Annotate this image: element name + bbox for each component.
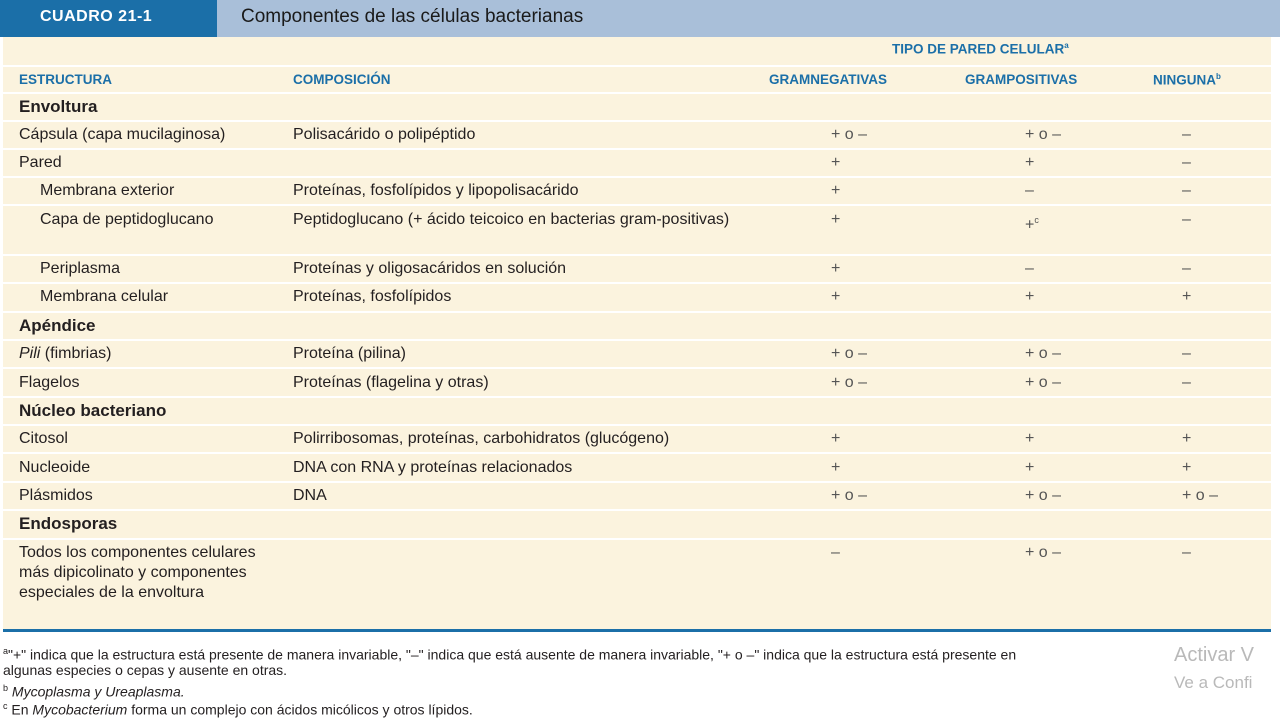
gram-positive-value: + — [1025, 459, 1035, 476]
none-value: + — [1182, 459, 1192, 476]
none-value: – — [1182, 345, 1191, 362]
row-divider — [3, 282, 1271, 284]
none-value: + — [1182, 288, 1192, 305]
section-heading: Apéndice — [19, 316, 96, 335]
gram-positive-value: + — [1025, 430, 1035, 447]
footnote-a: $^a$"+" indica que la estructura está presente de manera invariable, "–" indica que está ausente de manera invariable, "+ o –" indica que la estructura está presente en — [3, 646, 1017, 663]
cell-wall-type-header: TIPO DE PARED CELULAR$^a$ — [892, 41, 1069, 57]
gram-negative-value: + — [831, 430, 841, 447]
footnote-a-continued: algunas especies o cepas y ausente en otras. — [3, 662, 288, 678]
composition-cell: Proteínas, fosfolípidos — [293, 288, 452, 305]
gram-positive-value: – — [1025, 260, 1034, 277]
structure-cell: Pili (fimbrias) — [19, 345, 112, 362]
section-heading: Envoltura — [19, 97, 98, 116]
composition-cell: DNA — [293, 487, 327, 504]
none-value: – — [1182, 154, 1191, 171]
structure-cell: Nucleoide — [19, 459, 91, 476]
composition-cell: Proteínas y oligosacáridos en solución — [293, 260, 567, 277]
gram-negative-value: + o – — [831, 345, 868, 362]
row-divider — [3, 396, 1271, 398]
structure-cell: Todos los componentes celulares más dipicolinato y componentes especiales de la envoltura — [19, 544, 256, 601]
section-heading: Núcleo bacteriano — [19, 401, 167, 420]
none-value: – — [1182, 126, 1191, 143]
gram-positive-value: + — [1025, 154, 1035, 171]
table-number-badge: CUADRO 21-1 — [0, 0, 217, 37]
row-divider — [3, 424, 1271, 426]
gram-positive-value: +$^c$ — [1025, 215, 1039, 234]
gram-negative-value: – — [831, 544, 840, 561]
row-divider — [3, 148, 1271, 150]
structure-cell: Citosol — [19, 430, 68, 447]
composition-cell: DNA con RNA y proteínas relacionados — [293, 459, 573, 476]
gram-positive-value: + o – — [1025, 544, 1062, 561]
gram-negative-value: + — [831, 182, 841, 199]
gram-negative-column-header: GRAMNEGATIVAS — [769, 72, 887, 87]
structure-cell: Periplasma — [40, 260, 121, 277]
structure-cell: Cápsula (capa mucilaginosa) — [19, 126, 226, 143]
activation-watermark-sub: Ve a Confi — [1174, 673, 1253, 692]
structure-cell: Pared — [19, 154, 62, 171]
footnote-b: $^b$ Mycoplasma y Ureaplasma. — [3, 683, 185, 700]
structure-cell: Membrana exterior — [40, 182, 175, 199]
row-divider — [3, 92, 1271, 94]
row-divider — [3, 120, 1271, 122]
row-divider — [3, 254, 1271, 256]
structure-cell: Flagelos — [19, 374, 80, 391]
structure-cell: Plásmidos — [19, 487, 93, 504]
row-divider — [3, 311, 1271, 313]
composition-cell: Proteína (pilina) — [293, 345, 406, 362]
none-value: – — [1182, 182, 1191, 199]
none-column-header: NINGUNA$^b$ — [1153, 72, 1221, 88]
row-divider — [3, 367, 1271, 369]
row-divider — [3, 538, 1271, 540]
gram-negative-value: + — [831, 211, 841, 228]
section-heading: Endosporas — [19, 514, 118, 533]
gram-negative-value: + — [831, 288, 841, 305]
none-value: + — [1182, 430, 1192, 447]
row-divider — [3, 452, 1271, 454]
structure-column-header: ESTRUCTURA — [19, 72, 112, 87]
row-divider — [3, 339, 1271, 341]
gram-positive-value: + o – — [1025, 345, 1062, 362]
none-value: – — [1182, 260, 1191, 277]
row-divider — [3, 509, 1271, 511]
none-value: – — [1182, 544, 1191, 561]
composition-column-header: COMPOSICIÓN — [293, 72, 391, 87]
gram-positive-value: + — [1025, 288, 1035, 305]
gram-negative-value: + — [831, 459, 841, 476]
composition-cell: Proteínas, fosfolípidos y lipopolisacárido — [293, 182, 579, 199]
row-divider — [3, 65, 1271, 67]
structure-cell: Capa de peptidoglucano — [40, 211, 214, 228]
table-bottom-rule — [3, 629, 1271, 632]
footnote-c: $^c$ En Mycobacterium forma un complejo con ácidos micólicos y otros lípidos. — [3, 701, 473, 718]
gram-negative-value: + o – — [831, 487, 868, 504]
composition-cell: Proteínas (flagelina y otras) — [293, 374, 489, 391]
none-value: + o – — [1182, 487, 1219, 504]
structure-cell: Membrana celular — [40, 288, 169, 305]
gram-negative-value: + o – — [831, 374, 868, 391]
composition-cell: Peptidoglucano (+ ácido teicoico en bacterias gram-positivas) — [293, 211, 730, 228]
gram-positive-value: + o – — [1025, 374, 1062, 391]
table-title: Componentes de las células bacterianas — [241, 6, 584, 27]
gram-positive-value: – — [1025, 182, 1034, 199]
composition-cell: Polisacárido o polipéptido — [293, 126, 476, 143]
gram-positive-value: + o – — [1025, 487, 1062, 504]
gram-negative-value: + — [831, 260, 841, 277]
composition-cell: Polirribosomas, proteínas, carbohidratos (glucógeno) — [293, 430, 670, 447]
gram-negative-value: + o – — [831, 126, 868, 143]
none-value: – — [1182, 374, 1191, 391]
row-divider — [3, 176, 1271, 178]
gram-positive-value: + o – — [1025, 126, 1062, 143]
none-value: – — [1182, 211, 1191, 228]
row-divider — [3, 481, 1271, 483]
activation-watermark: Activar V — [1174, 644, 1255, 666]
gram-negative-value: + — [831, 154, 841, 171]
gram-positive-column-header: GRAMPOSITIVAS — [965, 72, 1078, 87]
row-divider — [3, 204, 1271, 206]
